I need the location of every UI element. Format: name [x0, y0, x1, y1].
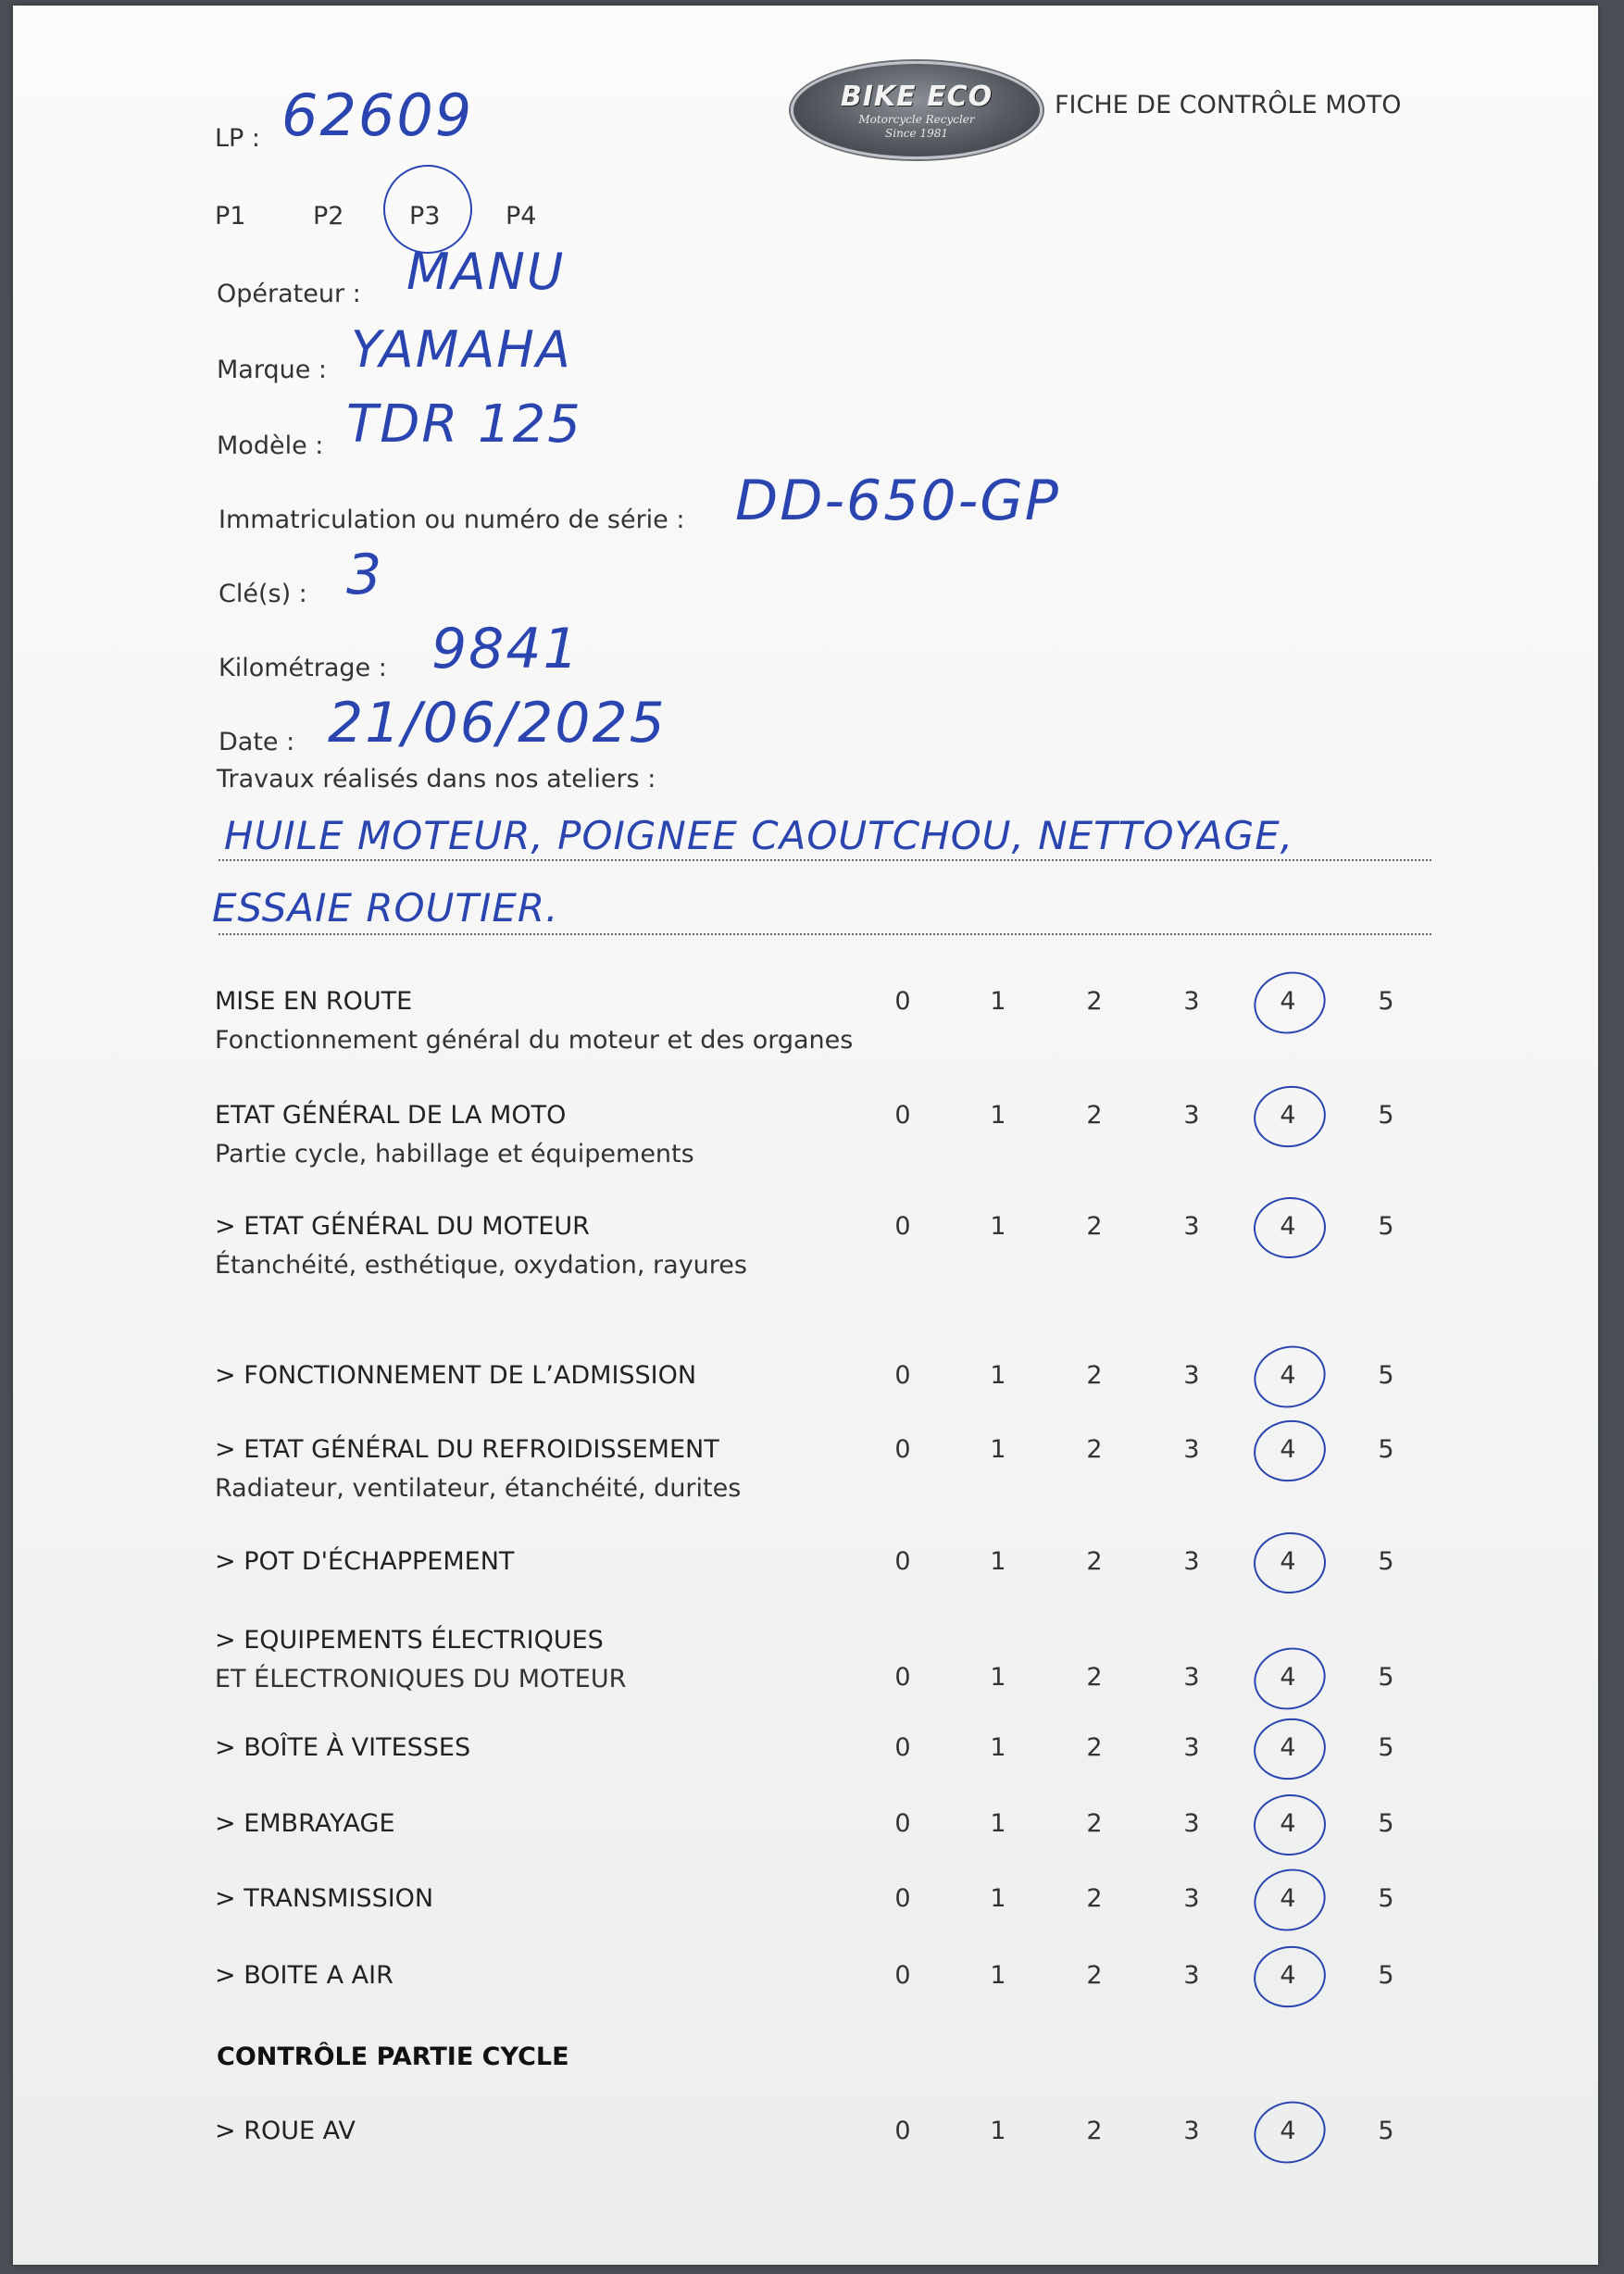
score-option-1: 1 — [990, 1663, 1006, 1692]
score-option-3: 3 — [1183, 1361, 1200, 1390]
score-option-3: 3 — [1183, 1101, 1200, 1130]
form-title: FICHE DE CONTRÔLE MOTO — [1055, 91, 1402, 119]
score-option-5: 5 — [1378, 1733, 1394, 1762]
score-option-3: 3 — [1183, 1547, 1200, 1576]
modele-value: TDR 125 — [346, 394, 582, 455]
score-option-5: 5 — [1378, 1101, 1394, 1130]
modele-label: Modèle : — [217, 431, 324, 460]
score-option-1: 1 — [990, 2117, 1006, 2145]
score-option-4: 4 — [1280, 2117, 1296, 2145]
score-option-5: 5 — [1378, 987, 1394, 1016]
score-option-2: 2 — [1086, 1884, 1103, 1913]
check-title: > ETAT GÉNÉRAL DU MOTEUR — [215, 1212, 590, 1241]
score-option-4: 4 — [1280, 1361, 1296, 1390]
position-p4: P4 — [506, 202, 537, 231]
marque-label: Marque : — [217, 356, 328, 384]
check-title: > EQUIPEMENTS ÉLECTRIQUES — [215, 1626, 604, 1655]
score-option-5: 5 — [1378, 1809, 1394, 1838]
score-option-5: 5 — [1378, 1961, 1394, 1990]
score-selected-circle — [1249, 1713, 1330, 1784]
operateur-value: MANU — [406, 243, 566, 301]
check-title: > FONCTIONNEMENT DE L’ADMISSION — [215, 1361, 697, 1390]
marque-value: YAMAHA — [351, 320, 572, 379]
score-option-0: 0 — [894, 987, 911, 1016]
travaux-line-1: HUILE MOTEUR, POIGNEE CAOUTCHOU, NETTOYAGE, — [224, 813, 1294, 858]
check-title: MISE EN ROUTE — [215, 987, 413, 1016]
score-option-5: 5 — [1378, 1212, 1394, 1241]
cles-label: Clé(s) : — [219, 580, 307, 608]
score-option-4: 4 — [1280, 1547, 1296, 1576]
logo-tagline-2: Since 1981 — [885, 127, 948, 140]
score-option-4: 4 — [1280, 987, 1296, 1016]
position-p3: P3 — [409, 202, 441, 231]
score-option-3: 3 — [1183, 1961, 1200, 1990]
check-title: > EMBRAYAGE — [215, 1809, 395, 1838]
travaux-dotted-line-2 — [219, 933, 1431, 935]
check-subtitle: Fonctionnement général du moteur et des organes — [215, 1026, 854, 1055]
score-selected-circle — [1247, 964, 1332, 1042]
check-subtitle: Étanchéité, esthétique, oxydation, rayures — [215, 1251, 747, 1280]
score-option-4: 4 — [1280, 1435, 1296, 1464]
score-option-2: 2 — [1086, 1212, 1103, 1241]
score-option-3: 3 — [1183, 1663, 1200, 1692]
score-option-5: 5 — [1378, 2117, 1394, 2145]
score-selected-circle — [1252, 1195, 1327, 1260]
score-option-0: 0 — [894, 1361, 911, 1390]
check-subtitle: Partie cycle, habillage et équipements — [215, 1140, 694, 1168]
score-option-1: 1 — [990, 1809, 1006, 1838]
check-title: > POT D'ÉCHAPPEMENT — [215, 1547, 515, 1576]
score-selected-circle — [1247, 2093, 1332, 2171]
score-option-1: 1 — [990, 1733, 1006, 1762]
score-option-0: 0 — [894, 1809, 911, 1838]
score-selected-circle — [1249, 1941, 1330, 2012]
score-option-1: 1 — [990, 1884, 1006, 1913]
score-selected-circle — [1247, 1338, 1332, 1416]
score-option-0: 0 — [894, 1212, 911, 1241]
immat-label: Immatriculation ou numéro de série : — [219, 506, 685, 534]
check-title: > TRANSMISSION — [215, 1884, 434, 1913]
score-option-1: 1 — [990, 1435, 1006, 1464]
check-title: ETAT GÉNÉRAL DE LA MOTO — [215, 1101, 567, 1130]
score-option-2: 2 — [1086, 1101, 1103, 1130]
cycle-section-title: CONTRÔLE PARTIE CYCLE — [217, 2043, 569, 2071]
check-subtitle: Radiateur, ventilateur, étanchéité, durites — [215, 1474, 742, 1503]
score-option-0: 0 — [894, 1101, 911, 1130]
score-option-0: 0 — [894, 1547, 911, 1576]
travaux-line-2: ESSAIE ROUTIER. — [212, 885, 559, 931]
date-value: 21/06/2025 — [328, 691, 667, 756]
bike-eco-logo — [791, 61, 1043, 159]
score-option-5: 5 — [1378, 1435, 1394, 1464]
cles-value: 3 — [346, 543, 384, 607]
score-option-2: 2 — [1086, 1733, 1103, 1762]
score-option-2: 2 — [1086, 1809, 1103, 1838]
score-option-0: 0 — [894, 1884, 911, 1913]
score-option-3: 3 — [1183, 1733, 1200, 1762]
logo-name: BIKE ECO — [840, 81, 993, 113]
position-p1: P1 — [215, 202, 246, 231]
score-option-0: 0 — [894, 1961, 911, 1990]
km-value: 9841 — [431, 617, 581, 681]
lp-label: LP : — [215, 124, 261, 153]
score-selected-circle — [1247, 1861, 1332, 1939]
check-title: > ETAT GÉNÉRAL DU REFROIDISSEMENT — [215, 1435, 719, 1464]
check-title: > BOÎTE À VITESSES — [215, 1733, 471, 1762]
score-selected-circle — [1252, 1531, 1327, 1595]
score-option-5: 5 — [1378, 1547, 1394, 1576]
check-title: > BOITE A AIR — [215, 1961, 394, 1990]
score-option-1: 1 — [990, 1361, 1006, 1390]
score-option-3: 3 — [1183, 1884, 1200, 1913]
score-option-2: 2 — [1086, 1663, 1103, 1692]
score-option-0: 0 — [894, 1435, 911, 1464]
score-option-2: 2 — [1086, 1547, 1103, 1576]
score-option-4: 4 — [1280, 1809, 1296, 1838]
score-option-0: 0 — [894, 1663, 911, 1692]
km-label: Kilométrage : — [219, 654, 387, 682]
score-selected-circle — [1252, 1793, 1327, 1857]
position-p2: P2 — [313, 202, 344, 231]
check-subtitle: ET ÉLECTRONIQUES DU MOTEUR — [215, 1665, 627, 1693]
check-title: > ROUE AV — [215, 2117, 356, 2145]
score-option-2: 2 — [1086, 1361, 1103, 1390]
score-option-3: 3 — [1183, 987, 1200, 1016]
score-option-5: 5 — [1378, 1884, 1394, 1913]
score-option-3: 3 — [1183, 2117, 1200, 2145]
score-option-0: 0 — [894, 1733, 911, 1762]
score-option-4: 4 — [1280, 1733, 1296, 1762]
operateur-label: Opérateur : — [217, 280, 361, 308]
score-option-1: 1 — [990, 1212, 1006, 1241]
score-option-3: 3 — [1183, 1809, 1200, 1838]
score-selected-circle — [1249, 1415, 1330, 1486]
lp-value: 62609 — [281, 81, 474, 149]
score-option-1: 1 — [990, 987, 1006, 1016]
logo-tagline-1: Motorcycle Recycler — [858, 113, 975, 126]
score-option-4: 4 — [1280, 1961, 1296, 1990]
travaux-label: Travaux réalisés dans nos ateliers : — [217, 765, 656, 793]
score-option-5: 5 — [1378, 1663, 1394, 1692]
immat-value: DD-650-GP — [735, 469, 1060, 533]
score-option-3: 3 — [1183, 1212, 1200, 1241]
score-selected-circle — [1249, 1081, 1330, 1152]
score-selected-circle — [1247, 1640, 1332, 1718]
score-option-0: 0 — [894, 2117, 911, 2145]
score-option-4: 4 — [1280, 1884, 1296, 1913]
inspection-form-sheet — [13, 6, 1598, 2265]
score-option-2: 2 — [1086, 987, 1103, 1016]
score-option-4: 4 — [1280, 1212, 1296, 1241]
score-option-1: 1 — [990, 1547, 1006, 1576]
score-option-2: 2 — [1086, 2117, 1103, 2145]
score-option-2: 2 — [1086, 1961, 1103, 1990]
score-option-1: 1 — [990, 1961, 1006, 1990]
score-option-4: 4 — [1280, 1663, 1296, 1692]
score-option-5: 5 — [1378, 1361, 1394, 1390]
score-option-4: 4 — [1280, 1101, 1296, 1130]
date-label: Date : — [219, 728, 295, 756]
score-option-3: 3 — [1183, 1435, 1200, 1464]
score-option-2: 2 — [1086, 1435, 1103, 1464]
score-option-1: 1 — [990, 1101, 1006, 1130]
travaux-dotted-line-1 — [219, 859, 1431, 861]
